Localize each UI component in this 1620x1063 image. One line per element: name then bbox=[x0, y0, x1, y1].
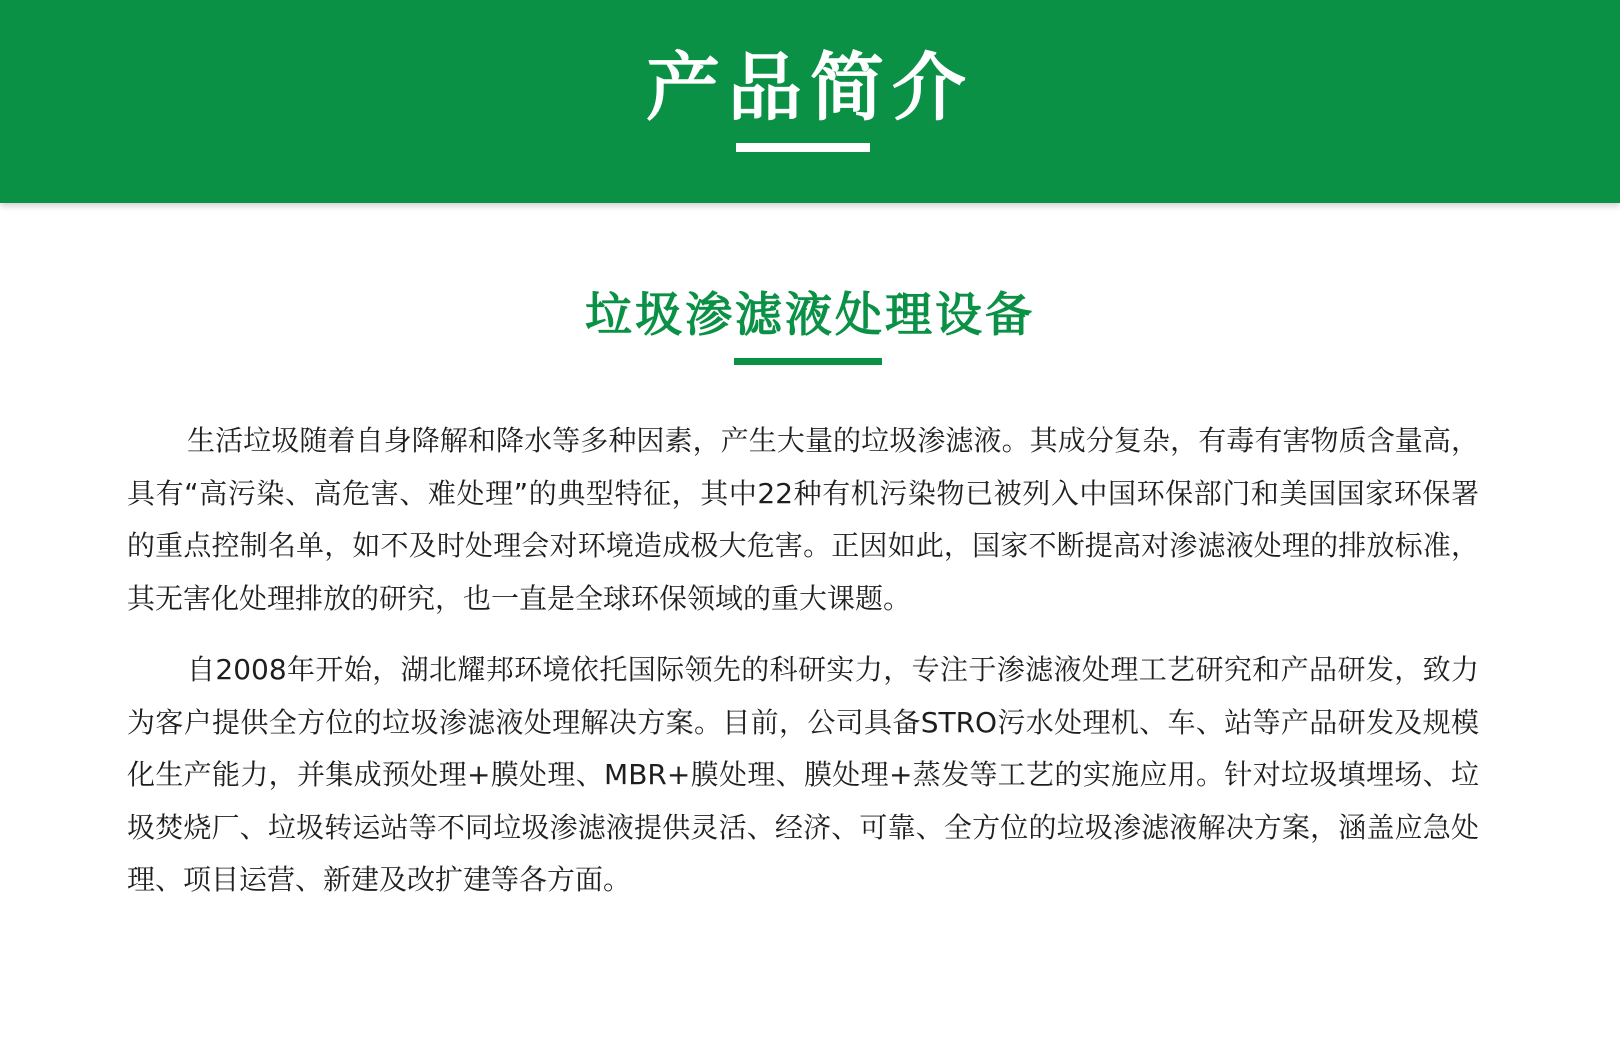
paragraph-company: 自2008年开始，湖北耀邦环境依托国际领先的科研实力，专注于渗滤液处理工艺研究和产品研发，致力为客户提供全方位的垃圾渗滤液处理解决方案。目前，公司具备STRO污水处理机、车、站等产品研发及规模化生产能力，并集成预处理+膜处理、MBR+膜处理、膜处理+蒸发等工艺的实施应用。针对垃圾填埋场、垃圾焚烧厂、垃圾转运站等不同垃圾渗滤液提供灵活、经济、可靠、全方位的垃圾渗滤液解决方案，涵盖应急处理、项目运营、新建及改扩建等各方面。 bbox=[127, 653, 1479, 896]
page-title: 产品简介 bbox=[646, 45, 974, 131]
section-title-underline bbox=[734, 358, 882, 365]
article-body bbox=[127, 415, 1479, 926]
title-underline bbox=[736, 143, 870, 152]
paragraph-intro: 生活垃圾随着自身降解和降水等多种因素，产生大量的垃圾渗滤液。其成分复杂，有毒有害物质含量高，具有“高污染、高危害、难处理”的典型特征，其中22种有机污染物已被列入中国环保部门和美国国家环保署的重点控制名单，如不及时处理会对环境造成极大危害。正因如此，国家不断提高对渗滤液处理的排放标准，其无害化处理排放的研究，也一直是全球环保领域的重大课题。 bbox=[127, 424, 1479, 615]
section-title: 垃圾渗滤液处理设备 bbox=[585, 288, 1035, 343]
header-banner bbox=[0, 0, 1620, 203]
